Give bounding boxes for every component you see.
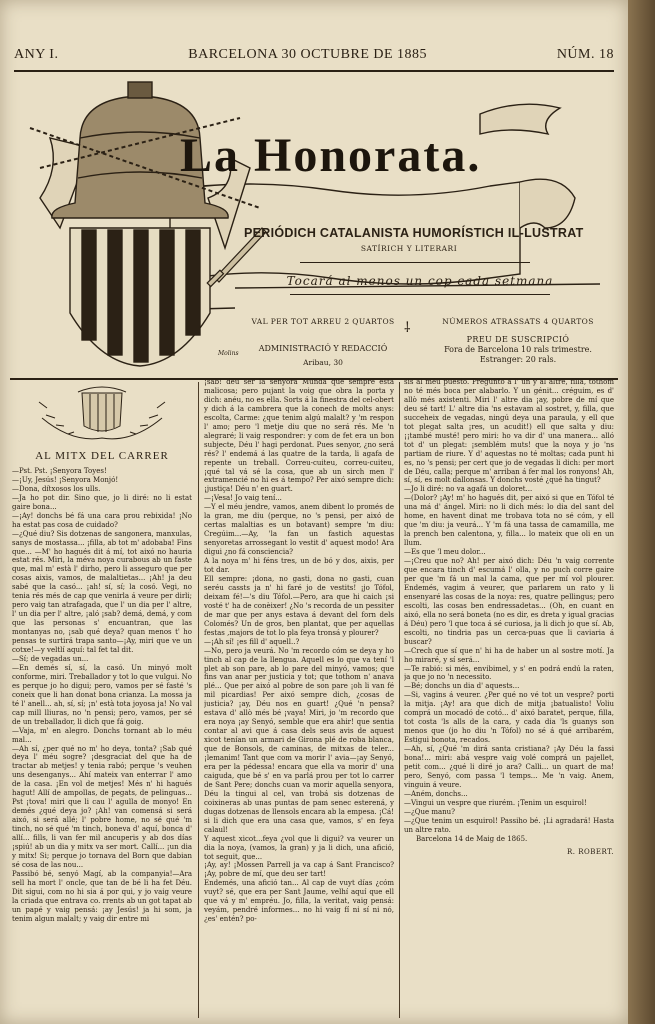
- paragraph: —No, pero ja veurá. No 'm recordo cóm se deya y ho tinch al cap de la llengua. Aquell es lo que va tení 'l plet ab son pare, ab lo pare del minyó, vamos; que fins van anar per justicia y tot; que tothom n' anava plé... Que per aixó al pobre de son pare ¡oh li van fé mil picardias! Per aixó sempre dich, ¿cosas de justicia? ¡ay, Déu nos en guart! ¿Qué 'n pensa? estava d' allò més bé ¡vaya! Miri, jo 'm recordo que era noya ¡ay Senyó, semble que era ahir! que sentia contar al avi que á casa dels seus avis de aquest xicot tenían un armari de Girona plé de roba blanca, que de Bonsols, de caminas, de mitxas de teler... ¡lemanim! Tant que com va morir l' avia—¡ay Senyó, era per la pédessa! encara que ella va morir d' una caiguda, que bé s' en va parlá prou per tot lo carrer de Sant Pere; donchs cuan va morir aquella senyora, Déu la tingui al cel, van trobá sis dotzenas de coixineras ab unas puntas de pam senec esterená, y dugas dotzenas de llensols encara ab la empesa. ¡Cá! si li dich que era una casa que, vamos, s' en feya calaul!: [204, 646, 394, 834]
- administration-block: [248, 344, 398, 367]
- paragraph: —Ah sí, ¿per qué no m' ho deya, tonta? ¡Sab qué deya l' méu sogre? ¡desgraciat del que ha de tractar ab metjes! y tenia rabó; perque 's veuhen uns desenganys... Ahí mateix van enterrar l' amo de la casa. ¡En vol de metjes! Més n' hi hagués hagut! Allí de ampollas, de pegats, de pelinguas... Pst ¡tova! miri que li cau l' agulla de monyo! En demés ¿qué deya jo? ¡Ah! van comensá si será aixó, si será allé; l' pobre home, no sé qué 'm tinch, no sé qué 'm tinch, boneva d' aquí, bonca d' allí... fills, li van fer mil ancuperis y ab dos días ¡spiú! ab un dia y mitx va ser mort. Callí... ¡un dia y mitx! Si; perque jo tornava del Born que dabian sé cosa de las nou...: [12, 744, 192, 869]
- issue-date: BARCELONA 30 OCTUBRE DE 1885: [188, 47, 428, 62]
- motto: Tocará al menos un cop cada setmana: [286, 274, 554, 288]
- paragraph: —¡Uy, Jesús! ¡Senyora Monjó!: [12, 475, 119, 484]
- paragraph: —Aném, donchs...: [404, 789, 468, 798]
- paragraph: —Bé; donchs un dia d' aquests...: [404, 682, 520, 691]
- paragraph: —Es que 'l meu dolor...: [404, 548, 486, 557]
- paragraph: —Pst. Pst. ¡Senyora Toyes!: [12, 466, 107, 475]
- paragraph: Passibó bé, senyó Magí, ab la companyia!—Ara sell ha mort l' oncle, que tan de bé li ha fet Déu. Dit sigui, com no hi sia á por qui, y jo vaig veure la criada que entrava co. rrents ab un got tapat ab un papé y vaig pensá: ¡ay Jesús! ja hi som, ja tenim algun malalt; y vaig dir entre mi: [12, 869, 192, 923]
- artist-signature: Molins: [218, 350, 239, 357]
- admin-address: Aribau, 30: [303, 358, 343, 367]
- laurel-ornament-icon: [22, 378, 182, 448]
- paragraph: —¿Que tenim un esquirol! Passiho bé. ¡Li agradará! Hasta un altre rato.: [404, 816, 614, 834]
- subscription-line-2: Estranger: 20 rals.: [479, 355, 557, 364]
- paragraph: —¡Vesa! Jo vaig tení...: [204, 494, 282, 503]
- subtitle: PERIÓDICH CATALANISTA HUMORÍSTICH IL-LUSTRAT: [244, 226, 584, 240]
- article-signature: R. ROBERT.: [567, 847, 614, 856]
- paragraph: —Sí; de vegadas un...: [12, 654, 89, 663]
- paragraph: —En demés sí, sí, la casó. Un minyó molt conforme, miri. Treballador y tot lo que vulgui. No es perque jo ho digui; pero, vamos per sé fasté 's coneix que li han donat bona crianza. La mossa ja té l' anell... ah, sí, sí; ¡n' està tota joyosa ja! No val cap mill lliuras, no 'n pensi; pero, vamos, per sé de un treballador, li dich que fá goig.: [12, 663, 192, 726]
- column-rule-1: [198, 382, 199, 1018]
- issue-header: [14, 40, 614, 72]
- paragraph: —Vingui un vespre que riurém. ¡Tenim un esquirol!: [404, 798, 587, 807]
- paragraph: —Crech que sí que n' hi ha de haber un al sostre motí. Ja ho miraré, y sí será...: [404, 646, 614, 664]
- paragraph: Ell sempre: ¡dona, no gasti, dona no gasti, cuan seréu cassts ja n' hi faré jo de vestits! ¡jo Tófol, deixam fé!—'s diu Tófol.—Pero, ara que hi caich ¡si vosté t' ha de conèixer! ¿No 's recorda de un pessiter de mar que per anys estava á devant del forn dels Colomés? Un de gros, ben plantat, que per aquellas festas ,majors de tot lo pla feya tronsá y plourer?: [204, 574, 394, 637]
- paragraph: —Ja ho pot dir. Sino que, jo li diré: no li estat gaire bona...: [12, 493, 192, 511]
- subsubtitle: SATÍRICH Y LITERARI: [360, 244, 458, 253]
- paragraph: ¡Ay, ay! ¡Mossen Parrell ja va cap á Sant Francisco? ¡Ay, pobre de mí, que deu ser tart!: [204, 861, 394, 879]
- column-rule-2: [399, 382, 400, 1018]
- paragraph: —Ah, sí, ¿Qué 'm dirá santa cristiana? ¡Ay Déu la fassi bona!... miri: abá vespre vaig volé comprá un pajellet, petit com... ¿qué li diré jo ara? Calli... un quart de ma! pero, Senyó, com passa 'l temps... Me 'n vaig. Anem, vinguin á veure.: [404, 745, 614, 789]
- paragraph: Y aquest xicot...feya ¿vol que li digui? va veurer un dia la noya, (vamos, la gran) y ja li dich, una afició, tot seguit, que...: [204, 834, 394, 861]
- paragraph: —¿Qué diu? Sis dotzenas de sangonera, manxulas, sanys de mostassa... ¡filla, ab tot m' adobaba! Fins que... —M' ho hagués dit á mí, tot aixó no hauria estat rés. Miri, la méva noya curabous ab un faste que, mal m' està l' dirho, pero li asseguro que per cosas aixis, vamos, de malaltietas... ¡Ah! ja deu sabé que la casó... ¡ah! sí, sí; la cosó. Vegi, no tenia rés més de cap que venirla á veure per dirli; pero vaig tan atrafagada, que l' un dia per l' altre, l' un dia per l' altre, ¡aló ¡sab? demá, demá, y com que las personas s' encuantran, que las montanyas no, ¡sab qué deya? quan menos t' ho pensas te surtirá trapa santo—¡Ay, miri que ve un cotxe!—y veltlí aquí: tal fet tal dit.: [12, 529, 192, 655]
- paragraph: ¡sab! deu ser la senyora Munda que sempre està malicosa; pero pujant la voig que obra la porta y dich: anéu, no es ella. Sorts á la finestra del cel-obert y dich á la cambrera que la conech de molts anys: escolta, Carme: ¿que tenim algú malalt? y 'm respon l' amo; pero 'l metje diu que no será rés. Me 'n alegraré; li vaig respondrer: y com de fet era un bon subjecte, Déu l' hagi perdonat. Pues senyor, ¿no será rés? l' endemá á las quatre de la tarda, li agafa de repente un treball. Correu-cuiteu, correu-cuiteu, ¡qué tal vá sé la cosa, que ab un sirch men l' extramencié no hi es á tempo? Per aixó sempre dich: ¡justiça! Déu n' en guart.: [204, 378, 394, 494]
- column-1: [12, 378, 192, 1018]
- paragraph: —Dona, dítxosos los ulls.: [12, 484, 101, 493]
- paragraph: sis al méu puesto. Pregunto á l' un y al altre, filla, tothom no té més boca per alabarlo. Y un génit... créguim, es d' allò més axistenti. Miri l' altre dia ¡ay, pobre de mí que deu sé tart! L' altre dia 'ns estavam al sostret, y, filla, que succeheix de vegadas, ningú deya una paraula, y ell que tot plegat salta ¡res, un acudit!) ell que salta y diu: ¡¡també musté! pero miri: ho va dir d' una manera... alló tot d' un plegat: ¡semblém muts! que la noya y jo 'ns partiam de riure. Y d' aquestas no té moltas; cada punt hi es, no 's pensi; per cert que jo de vegadas li dich: per mort de Déu, calla; perque m' arriban á fer mal los ronyons! Ah, sí, sí, es molt dallonsas. Y donchs vosté ¿qué ha tingut?: [404, 378, 614, 485]
- paragraph: —¡Ah sí! ¡es fill d' aquell..?: [204, 637, 300, 646]
- book-edge: [628, 0, 655, 1024]
- dagger-ornament: ⸸: [404, 320, 411, 336]
- paragraph: —Te rabió: si més, envibimel, y s' en podrá endú la raten, ja que jo no 'n necessito.: [404, 664, 614, 682]
- admin-label: ADMINISTRACIÓ Y REDACCIÓ: [258, 344, 388, 353]
- motto-rule-top: [300, 262, 530, 263]
- subscription-label: PREU DE SUSCRIPCIÓ: [466, 335, 570, 344]
- paragraph: —¡Ay! donchs bé fá una cara prou rebixida! ¡No ha estat pas cosa de cuidado?: [12, 511, 192, 529]
- paragraph: —Y el méu jendre, vamos, anem dibent lo promés de la gran, me diu (perque, no 's pensi, per aixó de certas malaltias es un botavant) sempre 'm diu: Cregúim...—Ay, 'la fan un fastich aquestas senyoretas arrossegant lo vestit d' aquest modo! Ara digui ¿no fá consciencia?: [204, 503, 394, 557]
- back-issues-line: NÚMEROS ATRASSATS 4 QUARTOS: [442, 317, 594, 326]
- column-3: [404, 378, 614, 1018]
- paragraph: Endemés, una afició tan... Al cap de vuyt días ¿cóm vuyt? sé, que era per Sant Jaume, velhí aquí que ell que vá y m' empréu. Jo, filla, la veritat, vaig pensá: veyám, pendré informes... no hi vaig fí ni sí ni nó, ¿es' entén? po-: [204, 879, 394, 924]
- paragraph: —¿Que manu?: [404, 807, 455, 816]
- issue-number: NÚM. 18: [556, 47, 614, 62]
- article-date: Barcelona 14 de Maig de 1865.: [416, 834, 528, 843]
- volume-label: ANY I.: [14, 47, 59, 62]
- newspaper-title: La Honorata.: [180, 129, 482, 182]
- subscription-line-1: Fora de Barcelona 10 rals trimestre.: [444, 345, 592, 354]
- paragraph: —(Dolor? ¡Ay! m' ho hagués dit, per aixó si que en Tófol té una má d' ángel. Miri: no li dich més: lo dia del sant del home, en havent dinat me trobava tota no sé cóm, y ell que 'm diu: ja veurá... Y 'm fá una tassa de camamilla, me la prench ben calentona, y, filla... lo mateix que oli en un llum.: [404, 494, 614, 548]
- motto-rule-bottom: [290, 294, 550, 295]
- article-title: AL MITX DEL CARRER: [35, 450, 169, 462]
- price-line: VAL PER TOT ARREU 2 QUARTOS: [251, 317, 395, 326]
- paragraph: —Jo li diré: no va agafá un doloret...: [404, 485, 533, 494]
- paragraph: —¡Creu que no? Ah! per aixó dich: Déu 'n vaig corrente que encara tinch d' escumá l' olla, y no puch corre gaire per que 'm fá un mal la cama, que per mí vol plourer. Endemés, vagim á veurer, que parlarem un rato y li ensenyaré las cosas de la noya: res, quatre pellingus; pero escolti, las cosas ben endressadetas... (Oh, en cuant en aixó, ella no será boneta (no es dir, es dreta y igual gracias á Déu) pero 'l que toca á sé curiosa, ja li dich jo que sí. Ab, escolti, no tindria pas un cerca-puas que li caviaria á buscar?: [404, 557, 614, 646]
- paragraph: —Si, vagins á veurer. ¿Per qué no vé tot un vespre? porti la mitja. ¡Ay! ara que dich de mitja ¡batualisto! Voliu comprá un mocadó de cotó... d' aixó baratet, perque, filla, tot costa 'ls alls de la cara, y cada dia 'ls guanys son menos que (jo ho diu 'n Tófol) no sé á qué arribarém, Estigui bonota, recados.: [404, 691, 614, 745]
- column-2: [204, 378, 394, 1018]
- paragraph: A la noya m' hi féns tres, un de bó y dos, aixis, per tot dar.: [204, 557, 394, 575]
- subscription-block: [418, 335, 618, 365]
- paragraph: —Vaja, m' en alegro. Donchs tornant ab lo méu mal...: [12, 726, 192, 744]
